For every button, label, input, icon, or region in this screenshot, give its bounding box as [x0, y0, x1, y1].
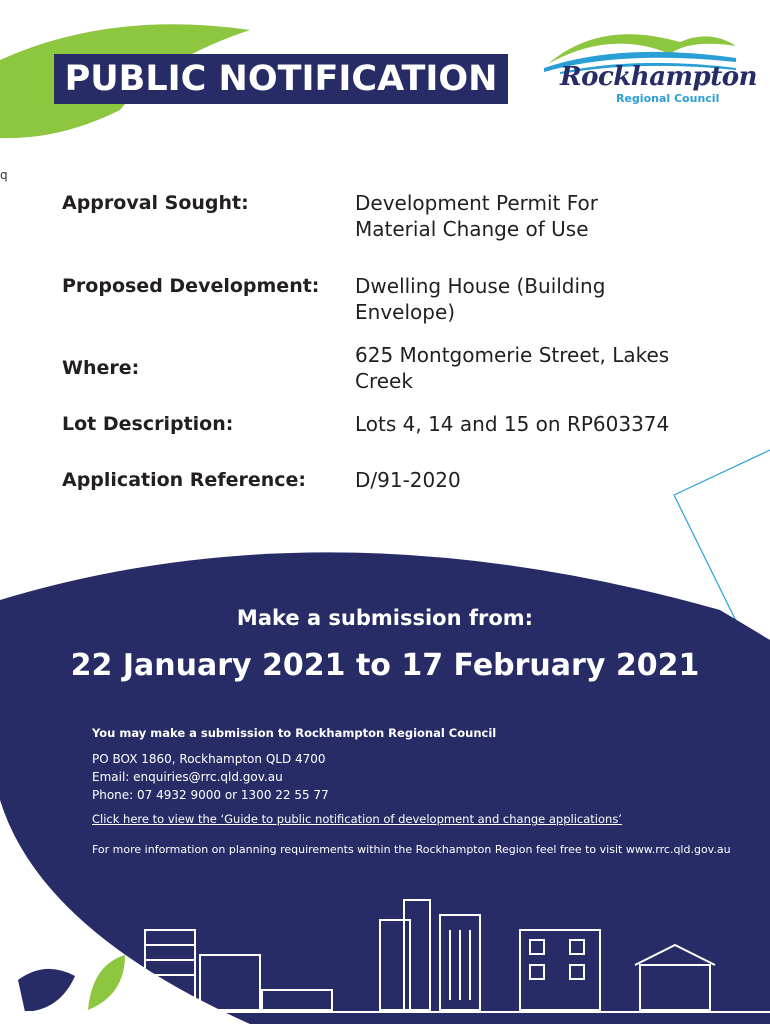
- detail-value-line: Creek: [355, 369, 413, 393]
- submission-dates: 22 January 2021 to 17 February 2021: [70, 648, 700, 683]
- detail-value-line: 625 Montgomerie Street, Lakes: [355, 343, 670, 367]
- council-logo[interactable]: [540, 24, 757, 112]
- detail-label: Application Reference:: [62, 469, 307, 491]
- detail-value: [355, 273, 725, 325]
- detail-value: [355, 190, 725, 242]
- submission-intro: You may make a submission to Rockhampton Regional Council: [92, 726, 497, 740]
- detail-value-line: Development Permit For: [355, 191, 599, 215]
- detail-value: [355, 467, 725, 493]
- detail-value-line: D/91-2020: [355, 468, 461, 492]
- submission-heading: Make a submission from:: [236, 606, 534, 630]
- detail-value-line: Dwelling House (Building: [355, 274, 606, 298]
- detail-label: Where:: [62, 357, 140, 379]
- email-line[interactable]: Email: enquiries@rrc.qld.gov.au: [92, 770, 283, 784]
- guide-link[interactable]: Click here to view the ‘Guide to public notification of development and change applications’: [92, 812, 622, 826]
- detail-value: [355, 411, 725, 437]
- detail-value: [355, 342, 725, 394]
- detail-value-line: Envelope): [355, 300, 456, 324]
- stray-mark: q: [0, 168, 8, 182]
- address-line: PO BOX 1860, Rockhampton QLD 4700: [92, 752, 326, 766]
- detail-value-line: Lots 4, 14 and 15 on RP603374: [355, 412, 670, 436]
- phone-line: Phone: 07 4932 9000 or 1300 22 55 77: [92, 788, 329, 802]
- contact-address: [92, 750, 732, 804]
- logo-wordmark: Rockhampton: [560, 62, 757, 92]
- detail-label: Proposed Development:: [62, 275, 320, 297]
- logo-subtitle: Regional Council: [616, 92, 720, 105]
- more-info-text: For more information on planning requirements within the Rockhampton Region feel free to visit www.rrc.qld.gov.au: [92, 843, 731, 856]
- detail-value-line: Material Change of Use: [355, 217, 589, 241]
- detail-label: Approval Sought:: [62, 192, 249, 214]
- page-title: PUBLIC NOTIFICATION: [54, 54, 508, 104]
- detail-label: Lot Description:: [62, 413, 234, 435]
